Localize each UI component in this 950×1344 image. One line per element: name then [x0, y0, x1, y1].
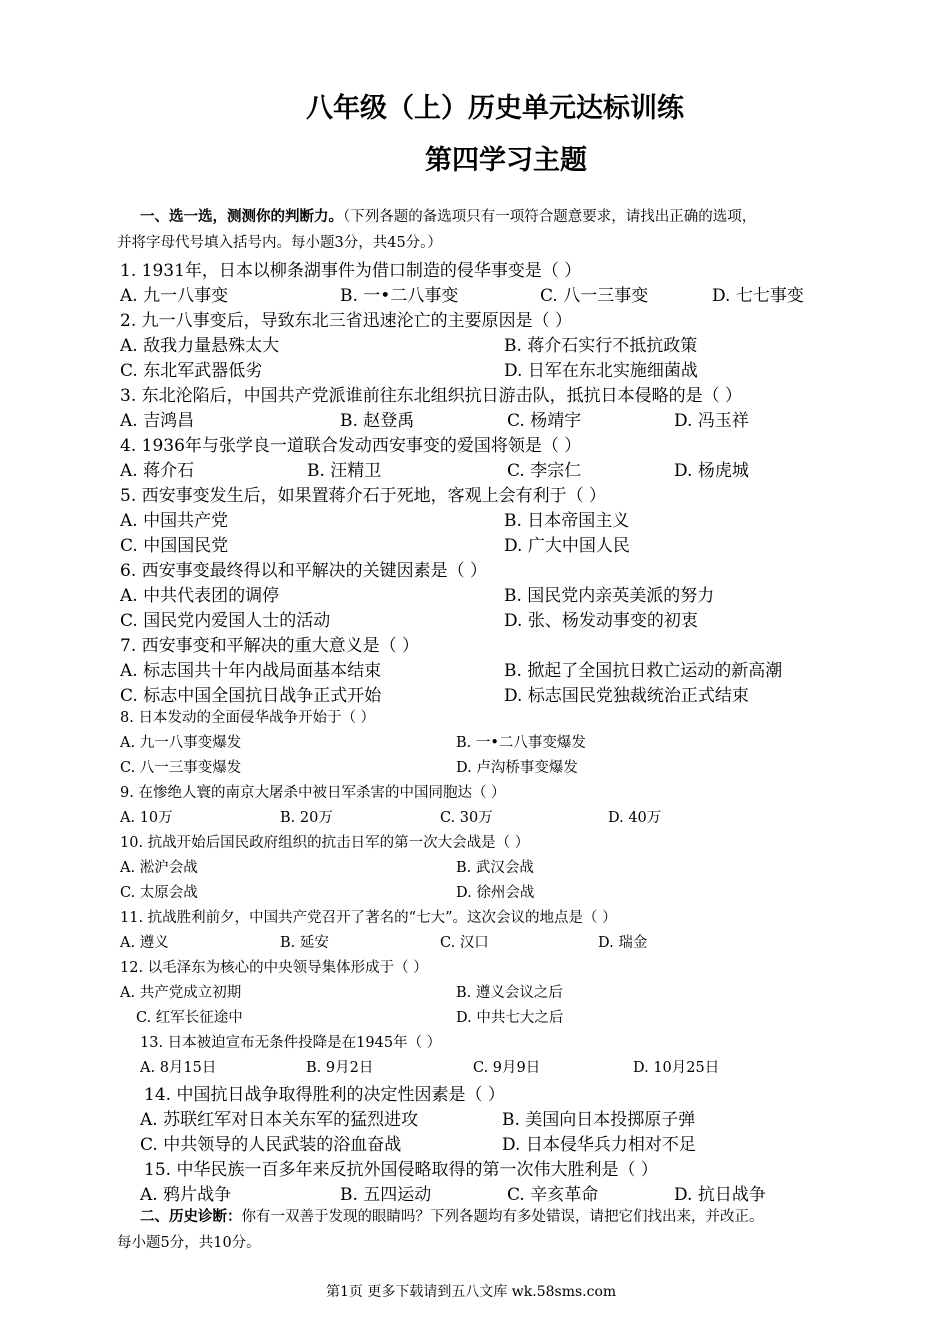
q2-option-b: B. 蒋介石实行不抵抗政策 [504, 336, 698, 356]
q8-option-d: D. 卢沟桥事变爆发 [456, 760, 578, 776]
q8-option-c: C. 八一三事变爆发 [120, 760, 242, 776]
q5-option-d: D. 广大中国人民 [504, 536, 630, 556]
q15-option-c: C. 辛亥革命 [507, 1185, 599, 1205]
q10-option-c: C. 太原会战 [120, 885, 198, 901]
q11-option-b: B. 延安 [280, 935, 329, 951]
q7-option-b: B. 掀起了全国抗日救亡运动的新高潮 [504, 661, 783, 681]
q7-option-c: C. 标志中国全国抗日战争正式开始 [120, 686, 382, 706]
section-1-instructions-cont: 并将字母代号填入括号内。每小题3分，共45分。） [117, 235, 442, 251]
question-4: 4. 1936年与张学良一道联合发动西安事变的爱国将领是（ ） [120, 436, 582, 456]
q13-option-d: D. 10月25日 [633, 1060, 720, 1076]
question-6: 6. 西安事变最终得以和平解决的关键因素是（ ） [120, 561, 488, 581]
section-2-instructions: 你有一双善于发现的眼睛吗？下列各题均有多处错误，请把它们找出来，并改正。 [241, 1209, 764, 1225]
q13-option-c: C. 9月9日 [473, 1060, 541, 1076]
section-1-instructions: （下列各题的备选项只有一项符合题意要求，请找出正确的选项， [343, 209, 757, 225]
q2-option-c: C. 东北军武器低劣 [120, 361, 263, 381]
q6-option-c: C. 国民党内爱国人士的活动 [120, 611, 331, 631]
q11-option-d: D. 瑞金 [598, 935, 648, 951]
question-15: 15. 中华民族一百多年来反抗外国侵略取得的第一次伟大胜利是（ ） [144, 1160, 658, 1180]
q2-option-d: D. 日军在东北实施细菌战 [504, 361, 698, 381]
q12-option-b: B. 遵义会议之后 [456, 985, 563, 1001]
q10-option-a: A. 淞沪会战 [120, 860, 198, 876]
q15-option-d: D. 抗日战争 [674, 1185, 766, 1205]
q1-option-d: D. 七七事变 [712, 286, 804, 306]
question-8: 8. 日本发动的全面侵华战争开始于（ ） [120, 710, 376, 726]
q14-option-c: C. 中共领导的人民武装的浴血奋战 [140, 1135, 402, 1155]
section-2-heading-line [140, 1204, 764, 1230]
question-5: 5. 西安事变发生后，如果置蒋介石于死地，客观上会有利于（ ） [120, 486, 607, 506]
q4-option-b: B. 汪精卫 [307, 461, 382, 481]
q9-option-b: B. 20万 [280, 810, 333, 826]
q4-option-c: C. 李宗仁 [507, 461, 582, 481]
question-11: 11. 抗战胜利前夕，中国共产党召开了著名的“七大”。这次会议的地点是（ ） [120, 910, 617, 926]
q15-option-a: A. 鸦片战争 [140, 1185, 232, 1205]
question-13: 13. 日本被迫宣布无条件投降是在1945年（ ） [140, 1035, 442, 1051]
q5-option-a: A. 中国共产党 [120, 511, 229, 531]
q13-option-a: A. 8月15日 [140, 1060, 217, 1076]
section-2-instructions-cont: 每小题5分，共10分。 [117, 1235, 261, 1251]
q11-option-a: A. 遵义 [120, 935, 169, 951]
question-9: 9. 在惨绝人寰的南京大屠杀中被日军杀害的中国同胞达（ ） [120, 785, 506, 801]
q14-option-a: A. 苏联红军对日本关东军的猛烈进攻 [140, 1110, 419, 1130]
question-12: 12. 以毛泽东为核心的中央领导集体形成于（ ） [120, 960, 428, 976]
q10-option-d: D. 徐州会战 [456, 885, 535, 901]
page-subtitle: 第四学习主题 [425, 145, 587, 176]
question-2: 2. 九一八事变后，导致东北三省迅速沦亡的主要原因是（ ） [120, 311, 573, 331]
q6-option-a: A. 中共代表团的调停 [120, 586, 280, 606]
q6-option-b: B. 国民党内亲英美派的努力 [504, 586, 715, 606]
question-1: 1. 1931年，日本以柳条湖事件为借口制造的侵华事变是（ ） [120, 261, 582, 281]
q3-option-b: B. 赵登禹 [340, 411, 415, 431]
q12-option-d: D. 中共七大之后 [456, 1010, 564, 1026]
q14-option-d: D. 日本侵华兵力相对不足 [502, 1135, 696, 1155]
q5-option-c: C. 中国国民党 [120, 536, 229, 556]
q9-option-d: D. 40万 [608, 810, 662, 826]
section-1-heading: 一、选一选，测测你的判断力。 [140, 208, 343, 225]
q14-option-b: B. 美国向日本投掷原子弹 [502, 1110, 696, 1130]
q12-option-a: A. 共产党成立初期 [120, 985, 242, 1001]
q8-option-b: B. 一•二八事变爆发 [456, 735, 586, 751]
question-3: 3. 东北沦陷后，中国共产党派谁前往东北组织抗日游击队，抵抗日本侵略的是（ ） [120, 386, 743, 406]
question-7: 7. 西安事变和平解决的重大意义是（ ） [120, 636, 420, 656]
q2-option-a: A. 敌我力量悬殊太大 [120, 336, 280, 356]
q9-option-a: A. 10万 [120, 810, 173, 826]
page-footer: 第1页 更多下载请到五八文库 wk.58sms.com [326, 1284, 617, 1300]
q15-option-b: B. 五四运动 [340, 1185, 432, 1205]
q11-option-c: C. 汉口 [440, 935, 489, 951]
question-10: 10. 抗战开始后国民政府组织的抗击日军的第一次大会战是（ ） [120, 835, 530, 851]
page-title: 八年级（上）历史单元达标训练 [306, 93, 684, 124]
section-1-heading-line [140, 204, 756, 230]
q12-option-c: C. 红军长征途中 [136, 1010, 243, 1026]
q3-option-a: A. 吉鸿昌 [120, 411, 195, 431]
q1-option-a: A. 九一八事变 [120, 286, 229, 306]
q1-option-b: B. 一•二八事变 [340, 286, 459, 306]
q4-option-d: D. 杨虎城 [674, 461, 749, 481]
q4-option-a: A. 蒋介石 [120, 461, 195, 481]
q6-option-d: D. 张、杨发动事变的初衷 [504, 611, 698, 631]
q7-option-d: D. 标志国民党独裁统治正式结束 [504, 686, 749, 706]
q3-option-d: D. 冯玉祥 [674, 411, 749, 431]
q7-option-a: A. 标志国共十年内战局面基本结束 [120, 661, 382, 681]
q5-option-b: B. 日本帝国主义 [504, 511, 630, 531]
q3-option-c: C. 杨靖宇 [507, 411, 582, 431]
q10-option-b: B. 武汉会战 [456, 860, 534, 876]
section-2-heading: 二、历史诊断： [140, 1208, 242, 1225]
q1-option-c: C. 八一三事变 [540, 286, 649, 306]
question-14: 14. 中国抗日战争取得胜利的决定性因素是（ ） [144, 1085, 505, 1105]
q8-option-a: A. 九一八事变爆发 [120, 735, 242, 751]
q9-option-c: C. 30万 [440, 810, 493, 826]
q13-option-b: B. 9月2日 [306, 1060, 374, 1076]
